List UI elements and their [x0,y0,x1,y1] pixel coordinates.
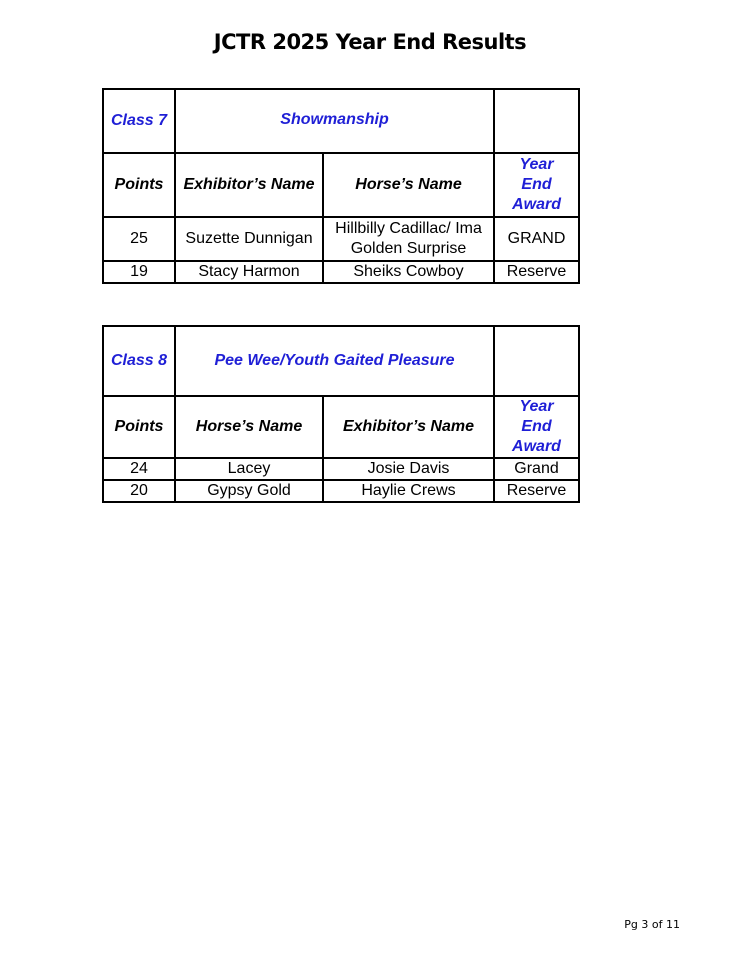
horse-cell: Hillbilly Cadillac/ Ima Golden Surprise [323,217,494,261]
horse-cell: Gypsy Gold [175,480,323,502]
column-header-row [103,396,579,458]
award-cell: Reserve [494,261,579,283]
column-header-exhibitor: Exhibitor’s Name [175,153,323,217]
table-row [103,480,579,502]
column-header-horse: Horse’s Name [323,153,494,217]
class-header-row [103,326,579,396]
table-row [103,458,579,480]
exhibitor-cell: Stacy Harmon [175,261,323,283]
column-header-award: Year End Award [494,153,579,217]
horse-cell: Lacey [175,458,323,480]
class-label: Class 8 [103,326,175,396]
class-header-empty-cell [494,326,579,396]
column-header-points: Points [103,396,175,458]
class-label: Class 7 [103,89,175,153]
column-header-row [103,153,579,217]
table-row [103,217,579,261]
exhibitor-cell: Josie Davis [323,458,494,480]
page-number: Pg 3 of 11 [624,918,680,931]
exhibitor-cell: Suzette Dunnigan [175,217,323,261]
class-header-row [103,89,579,153]
column-header-exhibitor: Exhibitor’s Name [323,396,494,458]
column-header-horse: Horse’s Name [175,396,323,458]
table-row [103,261,579,283]
points-cell: 20 [103,480,175,502]
column-header-points: Points [103,153,175,217]
column-header-award: Year End Award [494,396,579,458]
award-cell: Grand [494,458,579,480]
exhibitor-cell: Haylie Crews [323,480,494,502]
horse-cell: Sheiks Cowboy [323,261,494,283]
class-header-empty-cell [494,89,579,153]
results-table-class-8 [102,325,580,503]
points-cell: 19 [103,261,175,283]
results-table-class-7 [102,88,580,284]
points-cell: 25 [103,217,175,261]
points-cell: 24 [103,458,175,480]
award-cell: Reserve [494,480,579,502]
class-name: Pee Wee/Youth Gaited Pleasure [175,326,494,396]
class-name: Showmanship [175,89,494,153]
award-cell: GRAND [494,217,579,261]
page-title: JCTR 2025 Year End Results [213,30,527,54]
